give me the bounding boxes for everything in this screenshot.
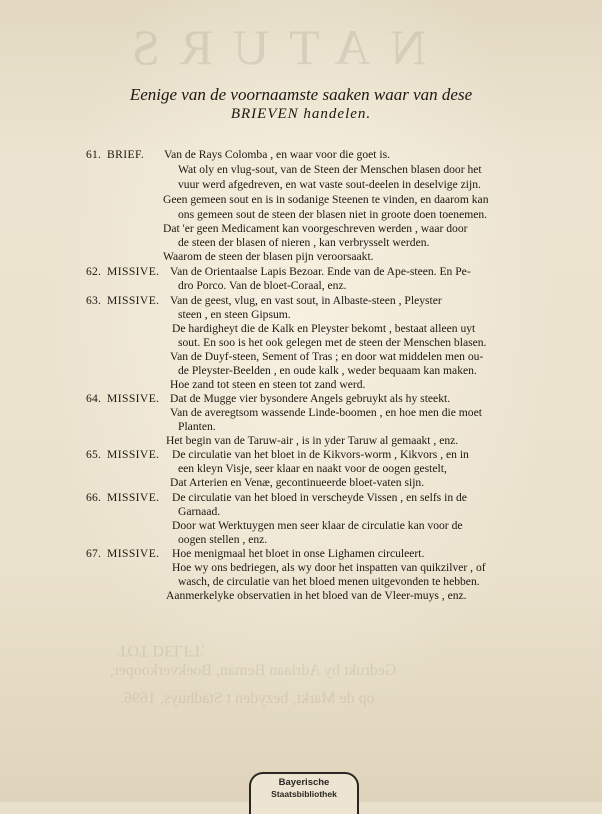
entry-type: MISSIVE. bbox=[107, 491, 160, 504]
entry-line: Dat Arterien en Venæ, gecontinueerde bloet-vaten sijn. bbox=[170, 476, 425, 489]
entry-line: Dat de Mugge vier bysondere Angels gebruykt als hy steekt. bbox=[170, 392, 451, 405]
entry-line: De hardigheyt die de Kalk en Pleyster bekomt , bestaat alleen uyt bbox=[172, 322, 476, 335]
entry-type: MISSIVE. bbox=[107, 547, 160, 560]
bleed-through-text: TOT DELFT, bbox=[118, 642, 206, 659]
stamp-line: Bayerische bbox=[278, 777, 330, 788]
entry-type: MISSIVE. bbox=[107, 265, 160, 278]
entry-line: Hoe menigmaal het bloet in onse Lighamen circuleert. bbox=[172, 547, 425, 560]
entry-line: Door wat Werktuygen men seer klaar de circulatie kan voor de bbox=[172, 519, 463, 532]
bleed-through-text: Gedrukt by Adriaan Beman, Boekverkooper, bbox=[110, 662, 397, 679]
entry-number: 61. bbox=[86, 148, 102, 161]
entry-line: vuur werd afgedreven, en wat vaste sout-deelen in deselvige zijn. bbox=[178, 178, 481, 191]
entry-line: Hoe wy ons bedriegen, als wy door het inspatten van quikzilver , of bbox=[172, 561, 486, 574]
entry-line: dro Porco. Van de bloet-Coraal, enz. bbox=[178, 279, 347, 292]
entry-number: 66. bbox=[86, 491, 102, 504]
entry-line: Garnaad. bbox=[178, 505, 221, 518]
bleed-through-text: op de Markt, bezyden t Stadhuys, 1696. bbox=[120, 690, 375, 707]
entry-line: een kleyn Visje, seer klaar en naakt voor de oogen gestelt, bbox=[178, 462, 447, 475]
entry-line: Planten. bbox=[178, 420, 216, 433]
entry-line: de Pleyster-Beelden , en oude kalk , weder bequaam kan maken. bbox=[178, 364, 477, 377]
bleed-through-title: NATURS bbox=[112, 19, 427, 75]
entry-line: Van de Orientaalse Lapis Bezoar. Ende van de Ape-steen. En Pe- bbox=[170, 265, 471, 278]
entry-number: 65. bbox=[86, 448, 102, 461]
entry-line: Van de Duyf-steen, Sement of Tras ; en door wat middelen men ou- bbox=[170, 350, 484, 363]
library-stamp bbox=[249, 772, 359, 814]
entry-number: 63. bbox=[86, 294, 102, 307]
entry-line: Het begin van de Taruw-air , is in yder Taruw al gemaakt , enz. bbox=[166, 434, 459, 447]
entry-line: Van de Rays Colomba , en waar voor die goet is. bbox=[164, 148, 391, 161]
entry-type: MISSIVE. bbox=[107, 294, 160, 307]
entry-number: 62. bbox=[86, 265, 102, 278]
entry-type: BRIEF. bbox=[107, 148, 145, 161]
entry-line: De circulatie van het bloed in verscheyde Vissen , en selfs in de bbox=[172, 491, 467, 504]
page-title: Eenige van de voornaamste saaken waar van dese bbox=[129, 85, 473, 104]
entry-line: steen , en steen Gipsum. bbox=[178, 308, 291, 321]
page-subtitle: BRIEVEN handelen. bbox=[230, 106, 372, 122]
entry-line: oogen stellen , enz. bbox=[178, 533, 268, 546]
entry-number: 64. bbox=[86, 392, 102, 405]
entry-type: MISSIVE. bbox=[107, 392, 160, 405]
entry-line: Dat 'er geen Medicament kan voorgeschreven werden , waar door bbox=[163, 222, 468, 235]
entry-type: MISSIVE. bbox=[107, 448, 160, 461]
entry-line: Van de geest, vlug, en vast sout, in Albaste-steen , Pleyster bbox=[170, 294, 442, 307]
entry-number: 67. bbox=[86, 547, 102, 560]
entry-line: ons gemeen sout de steen der blasen niet in groote doen toenemen. bbox=[178, 208, 488, 221]
entry-line: De circulatie van het bloet in de Kikvors-worm , Kikvors , en in bbox=[172, 448, 469, 461]
entry-line: sout. En soo is het ook gelegen met de steen der Menschen blasen. bbox=[178, 336, 487, 349]
entry-line: wasch, de circulatie van het bloed menen uitgevonden te hebben. bbox=[178, 575, 480, 588]
entry-line: Wat oly en vlug-sout, van de Steen der Menschen blasen door het bbox=[178, 163, 482, 176]
stamp-line: Staatsbibliothek bbox=[271, 789, 337, 799]
entry-line: Aanmerkelyke observatien in het bloed van de Vleer-muys , enz. bbox=[166, 589, 467, 602]
entry-line: Waarom de steen der blasen pijn veroorsaakt. bbox=[163, 250, 374, 263]
entry-line: Geen gemeen sout en is in sodanige Steenen te vinden, en daarom kan bbox=[163, 193, 489, 206]
entry-line: Hoe zand tot steen en steen tot zand werd. bbox=[170, 378, 366, 391]
entry-line: de steen der blasen of nieren , kan verbrysselt werden. bbox=[178, 236, 430, 249]
entry-line: Van de averegtsom wassende Linde-boomen , en hoe men die moet bbox=[170, 406, 482, 419]
